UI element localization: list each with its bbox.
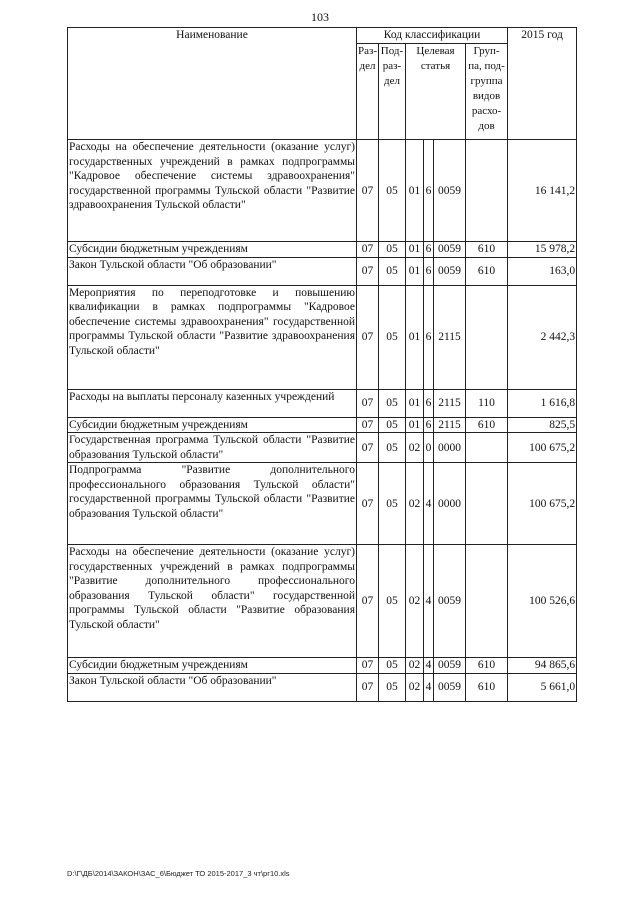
amount-cell: 163,0 xyxy=(508,257,577,285)
expense-type-cell: 610 xyxy=(466,242,508,258)
section-cell: 07 xyxy=(357,673,379,701)
expense-type-cell: 610 xyxy=(466,658,508,674)
header-classification: Код классификации xyxy=(357,28,508,44)
header-row-top xyxy=(68,28,577,44)
target-part1-cell: 01 xyxy=(406,257,424,285)
header-name: Наименование xyxy=(68,28,357,140)
amount-cell: 100 675,2 xyxy=(508,463,577,545)
file-path-footer: D:\Г\ДБ\2014\ЗАКОН\ЗАС_6\Бюджет ТО 2015-2017_3 чт\рг10.xls xyxy=(67,869,290,878)
table-row xyxy=(68,658,577,674)
target-part3-cell: 2115 xyxy=(434,285,466,389)
subsection-cell: 05 xyxy=(379,658,406,674)
section-cell: 07 xyxy=(357,463,379,545)
header-section: Раз-дел xyxy=(357,44,379,140)
subsection-cell: 05 xyxy=(379,257,406,285)
table-row xyxy=(68,285,577,389)
target-part1-cell: 01 xyxy=(406,285,424,389)
target-part2-cell: 6 xyxy=(424,417,434,433)
table-row xyxy=(68,463,577,545)
amount-cell: 1 616,8 xyxy=(508,389,577,417)
expense-type-cell xyxy=(466,285,508,389)
target-part2-cell: 6 xyxy=(424,257,434,285)
subsection-cell: 05 xyxy=(379,140,406,242)
amount-cell: 100 675,2 xyxy=(508,433,577,463)
amount-cell: 5 661,0 xyxy=(508,673,577,701)
target-part2-cell: 6 xyxy=(424,140,434,242)
section-cell: 07 xyxy=(357,285,379,389)
section-cell: 07 xyxy=(357,417,379,433)
target-part3-cell: 0059 xyxy=(434,257,466,285)
amount-cell: 100 526,6 xyxy=(508,545,577,658)
section-cell: 07 xyxy=(357,140,379,242)
expense-type-cell xyxy=(466,463,508,545)
expense-type-cell: 610 xyxy=(466,257,508,285)
target-part2-cell: 4 xyxy=(424,545,434,658)
subsection-cell: 05 xyxy=(379,545,406,658)
amount-cell: 15 978,2 xyxy=(508,242,577,258)
table-row xyxy=(68,673,577,701)
section-cell: 07 xyxy=(357,242,379,258)
subsection-cell: 05 xyxy=(379,389,406,417)
item-name-cell: Субсидии бюджетным учреждениям xyxy=(68,658,357,674)
table-row xyxy=(68,433,577,463)
header-subsection: Под-раз-дел xyxy=(379,44,406,140)
expense-type-cell: 110 xyxy=(466,389,508,417)
header-year: 2015 год xyxy=(508,28,577,140)
target-part3-cell: 2115 xyxy=(434,389,466,417)
expense-type-cell xyxy=(466,433,508,463)
item-name-cell: Закон Тульской области "Об образовании" xyxy=(68,257,357,285)
amount-cell: 16 141,2 xyxy=(508,140,577,242)
table-row xyxy=(68,257,577,285)
item-name-cell: Мероприятия по переподготовке и повышению квалификации в рамках подпрограммы "Кадровое обеспечение системы здравоохранения" государственной программы Тульской области "Развитие здравоохранения Тульской области" xyxy=(68,285,357,389)
target-part1-cell: 02 xyxy=(406,545,424,658)
subsection-cell: 05 xyxy=(379,433,406,463)
section-cell: 07 xyxy=(357,257,379,285)
subsection-cell: 05 xyxy=(379,417,406,433)
target-part2-cell: 6 xyxy=(424,285,434,389)
target-part1-cell: 02 xyxy=(406,433,424,463)
section-cell: 07 xyxy=(357,658,379,674)
table-row xyxy=(68,417,577,433)
table-row xyxy=(68,389,577,417)
target-part3-cell: 0059 xyxy=(434,658,466,674)
subsection-cell: 05 xyxy=(379,242,406,258)
target-part1-cell: 02 xyxy=(406,658,424,674)
expense-type-cell: 610 xyxy=(466,673,508,701)
table-row xyxy=(68,545,577,658)
header-target: Целевая статья xyxy=(406,44,466,140)
subsection-cell: 05 xyxy=(379,673,406,701)
item-name-cell: Подпрограмма "Развитие дополнительного профессионального образования Тульской области" государственной программы Тульской области "Развитие образования Тульской области" xyxy=(68,463,357,545)
target-part3-cell: 0059 xyxy=(434,242,466,258)
target-part1-cell: 02 xyxy=(406,673,424,701)
amount-cell: 2 442,3 xyxy=(508,285,577,389)
section-cell: 07 xyxy=(357,545,379,658)
target-part3-cell: 0059 xyxy=(434,673,466,701)
target-part1-cell: 01 xyxy=(406,389,424,417)
expense-type-cell xyxy=(466,545,508,658)
target-part3-cell: 0059 xyxy=(434,140,466,242)
target-part1-cell: 01 xyxy=(406,417,424,433)
amount-cell: 94 865,6 xyxy=(508,658,577,674)
expense-type-cell xyxy=(466,140,508,242)
item-name-cell: Расходы на обеспечение деятельности (оказание услуг) государственных учреждений в рамках подпрограммы "Развитие дополнительного профессионального образования Тульской области" государственной программы Тульской области "Развитие образования Тульской области" xyxy=(68,545,357,658)
subsection-cell: 05 xyxy=(379,285,406,389)
budget-table xyxy=(67,27,577,702)
page-number: 103 xyxy=(311,10,329,24)
target-part2-cell: 4 xyxy=(424,463,434,545)
target-part1-cell: 01 xyxy=(406,242,424,258)
section-cell: 07 xyxy=(357,433,379,463)
item-name-cell: Расходы на выплаты персоналу казенных учреждений xyxy=(68,389,357,417)
item-name-cell: Закон Тульской области "Об образовании" xyxy=(68,673,357,701)
item-name-cell: Субсидии бюджетным учреждениям xyxy=(68,242,357,258)
target-part2-cell: 0 xyxy=(424,433,434,463)
target-part2-cell: 4 xyxy=(424,673,434,701)
table-body xyxy=(68,140,577,702)
expense-type-cell: 610 xyxy=(466,417,508,433)
amount-cell: 825,5 xyxy=(508,417,577,433)
section-cell: 07 xyxy=(357,389,379,417)
target-part1-cell: 01 xyxy=(406,140,424,242)
item-name-cell: Субсидии бюджетным учреждениям xyxy=(68,417,357,433)
target-part2-cell: 4 xyxy=(424,658,434,674)
target-part3-cell: 0000 xyxy=(434,433,466,463)
target-part1-cell: 02 xyxy=(406,463,424,545)
item-name-cell: Государственная программа Тульской области "Развитие образования Тульской области" xyxy=(69,434,355,461)
table-row xyxy=(68,242,577,258)
subsection-cell: 05 xyxy=(379,463,406,545)
target-part3-cell: 0000 xyxy=(434,463,466,545)
target-part3-cell: 2115 xyxy=(434,417,466,433)
header-group: Груп-па, под-группа видов расхо-дов xyxy=(466,44,508,140)
item-name-cell: Расходы на обеспечение деятельности (оказание услуг) государственных учреждений в рамках подпрограммы "Кадровое обеспечение системы здравоохранения" государственной программы Тульской области "Развитие здравоохранения Тульской области" xyxy=(68,140,357,242)
target-part3-cell: 0059 xyxy=(434,545,466,658)
target-part2-cell: 6 xyxy=(424,242,434,258)
target-part2-cell: 6 xyxy=(424,389,434,417)
table-row xyxy=(68,140,577,242)
